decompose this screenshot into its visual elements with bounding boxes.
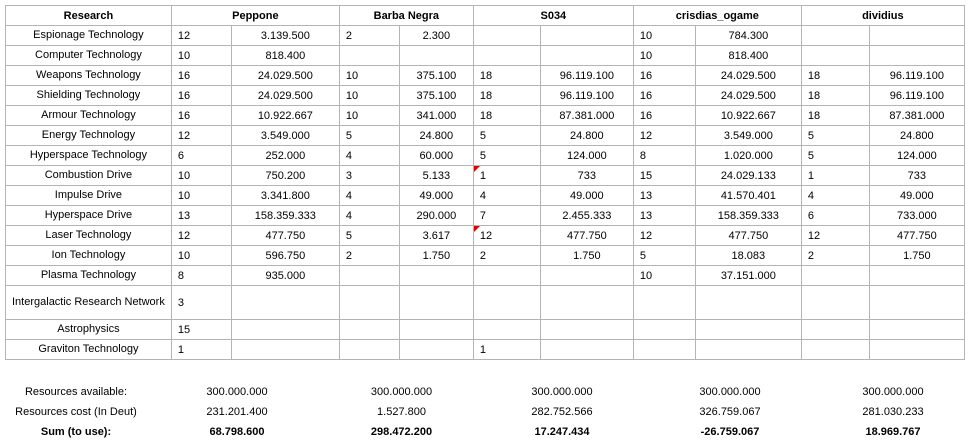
level-cell[interactable]: 13	[171, 206, 231, 226]
level-cell[interactable]	[633, 320, 695, 340]
level-cell[interactable]: 5	[339, 226, 399, 246]
cost-cell[interactable]	[399, 46, 473, 66]
cost-cell[interactable]: 158.359.333	[231, 206, 339, 226]
level-cell[interactable]: 3	[171, 286, 231, 320]
table-row	[6, 106, 965, 126]
level-cell[interactable]: 4	[339, 146, 399, 166]
summary-value[interactable]: 300.000.000	[206, 386, 268, 398]
research-name-cell[interactable]: Astrophysics	[6, 320, 172, 340]
cost-cell[interactable]: 3.341.800	[231, 186, 339, 206]
table-row	[6, 246, 965, 266]
cost-cell[interactable]	[231, 286, 339, 320]
header-player-barba-negra[interactable]: Barba Negra	[339, 6, 473, 26]
cost-cell[interactable]: 2.300	[399, 26, 473, 46]
level-cell[interactable]: 6	[171, 146, 231, 166]
cost-cell[interactable]: 24.800	[399, 126, 473, 146]
research-name-cell[interactable]: Intergalactic Research Network	[6, 286, 172, 320]
table-row	[6, 166, 965, 186]
level-cell[interactable]: 4	[473, 186, 540, 206]
research-name-cell[interactable]: Hyperspace Drive	[6, 206, 172, 226]
level-cell[interactable]: 13	[633, 206, 695, 226]
level-cell[interactable]	[339, 266, 399, 286]
summary-value[interactable]: 1.527.800	[377, 406, 426, 418]
header-player-dividius[interactable]: dividius	[801, 6, 964, 26]
level-cell[interactable]: 4	[339, 206, 399, 226]
cost-cell[interactable]: 87.381.000	[869, 106, 964, 126]
level-cell[interactable]	[473, 26, 540, 46]
cost-cell[interactable]	[869, 26, 964, 46]
level-cell[interactable]: 6	[801, 206, 869, 226]
research-name-cell[interactable]: Espionage Technology	[6, 26, 172, 46]
cost-cell[interactable]: 818.400	[231, 46, 339, 66]
level-cell[interactable]: 2	[339, 246, 399, 266]
summary-label[interactable]: Resources cost (In Deut)	[15, 406, 137, 418]
table-row	[6, 186, 965, 206]
level-cell[interactable]: 12	[633, 226, 695, 246]
cost-cell[interactable]: 733.000	[869, 206, 964, 226]
cost-cell[interactable]: 96.119.100	[540, 86, 633, 106]
cost-cell[interactable]	[540, 286, 633, 320]
level-cell[interactable]: 16	[633, 86, 695, 106]
cost-cell[interactable]: 1.750	[399, 246, 473, 266]
table-row	[6, 26, 965, 46]
cost-cell[interactable]: 3.549.000	[231, 126, 339, 146]
cost-cell[interactable]: 3.139.500	[231, 26, 339, 46]
level-cell[interactable]: 10	[339, 86, 399, 106]
level-cell[interactable]: 16	[633, 66, 695, 86]
level-cell[interactable]: 8	[171, 266, 231, 286]
table-row	[6, 266, 965, 286]
level-cell[interactable]: 12	[633, 126, 695, 146]
header-research[interactable]: Research	[6, 6, 172, 26]
summary-value[interactable]: 298.472.200	[370, 426, 433, 438]
cost-cell[interactable]: 5.133	[399, 166, 473, 186]
cost-cell[interactable]: 10.922.667	[695, 106, 801, 126]
level-cell[interactable]	[633, 340, 695, 360]
level-cell[interactable]	[473, 266, 540, 286]
cost-cell[interactable]: 477.750	[869, 226, 964, 246]
cost-cell[interactable]: 596.750	[231, 246, 339, 266]
summary-value[interactable]: 300.000.000	[862, 386, 924, 398]
cost-cell[interactable]: 477.750	[695, 226, 801, 246]
research-table	[5, 5, 965, 360]
cost-cell[interactable]: 2.455.333	[540, 206, 633, 226]
table-row	[6, 126, 965, 146]
cost-cell[interactable]: 1.750	[869, 246, 964, 266]
level-cell[interactable]: 10	[633, 266, 695, 286]
cost-cell[interactable]	[231, 340, 339, 360]
cost-cell[interactable]: 24.800	[869, 126, 964, 146]
cost-cell[interactable]: 124.000	[540, 146, 633, 166]
cost-cell[interactable]: 37.151.000	[695, 266, 801, 286]
level-cell[interactable]: 4	[801, 186, 869, 206]
summary-value[interactable]: 326.759.067	[699, 406, 761, 418]
level-cell[interactable]: 1	[171, 340, 231, 360]
cost-cell[interactable]: 784.300	[695, 26, 801, 46]
level-cell[interactable]: 5	[473, 146, 540, 166]
research-name-cell[interactable]: Energy Technology	[6, 126, 172, 146]
table-row	[6, 206, 965, 226]
header-player-crisdias[interactable]: crisdias_ogame	[633, 6, 801, 26]
summary-row	[5, 422, 974, 442]
cost-cell[interactable]	[231, 320, 339, 340]
level-cell[interactable]: 18	[473, 86, 540, 106]
level-cell[interactable]	[473, 320, 540, 340]
level-cell[interactable]: 5	[339, 126, 399, 146]
header-row	[6, 6, 965, 26]
cost-cell[interactable]	[695, 286, 801, 320]
cost-cell[interactable]: 252.000	[231, 146, 339, 166]
level-cell[interactable]: 10	[339, 66, 399, 86]
research-name-cell[interactable]: Hyperspace Technology	[6, 146, 172, 166]
cost-cell[interactable]	[540, 320, 633, 340]
level-cell[interactable]: 12	[171, 126, 231, 146]
summary-value[interactable]: 300.000.000	[531, 386, 593, 398]
cost-cell[interactable]: 96.119.100	[869, 86, 964, 106]
cost-cell[interactable]: 87.381.000	[540, 106, 633, 126]
cost-cell[interactable]: 477.750	[231, 226, 339, 246]
cost-cell[interactable]: 24.029.500	[695, 66, 801, 86]
cost-cell[interactable]: 24.800	[540, 126, 633, 146]
level-cell[interactable]: 16	[171, 106, 231, 126]
level-cell[interactable]: 10	[633, 26, 695, 46]
research-name-cell[interactable]: Ion Technology	[6, 246, 172, 266]
cost-cell[interactable]: 3.617	[399, 226, 473, 246]
level-cell[interactable]: 13	[633, 186, 695, 206]
cost-cell[interactable]	[695, 320, 801, 340]
cost-cell[interactable]: 935.000	[231, 266, 339, 286]
summary-label[interactable]: Resources available:	[24, 386, 128, 398]
level-cell[interactable]: 1	[473, 166, 540, 186]
cost-cell[interactable]: 733	[540, 166, 633, 186]
summary-row	[5, 402, 974, 422]
level-cell[interactable]: 12	[171, 226, 231, 246]
research-name-cell[interactable]: Computer Technology	[6, 46, 172, 66]
level-cell[interactable]: 5	[633, 246, 695, 266]
cost-cell[interactable]: 24.029.500	[695, 86, 801, 106]
cost-cell[interactable]	[869, 266, 964, 286]
level-cell[interactable]: 18	[473, 66, 540, 86]
level-cell[interactable]	[473, 46, 540, 66]
cost-cell[interactable]: 24.029.500	[231, 66, 339, 86]
cost-cell[interactable]	[540, 26, 633, 46]
cost-cell[interactable]: 49.000	[540, 186, 633, 206]
level-cell[interactable]	[339, 320, 399, 340]
level-cell[interactable]: 10	[171, 46, 231, 66]
cost-cell[interactable]: 290.000	[399, 206, 473, 226]
summary-value[interactable]: 68.798.600	[209, 426, 265, 438]
cost-cell[interactable]: 818.400	[695, 46, 801, 66]
cost-cell[interactable]: 733	[869, 166, 964, 186]
level-cell[interactable]: 15	[633, 166, 695, 186]
level-cell[interactable]: 1	[473, 340, 540, 360]
table-row	[6, 340, 965, 360]
research-name-cell[interactable]: Plasma Technology	[6, 266, 172, 286]
cost-cell[interactable]: 49.000	[869, 186, 964, 206]
research-rows	[6, 26, 965, 360]
level-cell[interactable]: 5	[473, 126, 540, 146]
summary-value[interactable]: 281.030.233	[862, 406, 924, 418]
summary-value[interactable]: 282.752.566	[531, 406, 593, 418]
level-cell[interactable]: 4	[339, 186, 399, 206]
table-row	[6, 320, 965, 340]
cost-cell[interactable]: 18.083	[695, 246, 801, 266]
cost-cell[interactable]: 49.000	[399, 186, 473, 206]
cost-cell[interactable]: 375.100	[399, 66, 473, 86]
research-name-cell[interactable]: Shielding Technology	[6, 86, 172, 106]
level-cell[interactable]	[339, 46, 399, 66]
level-cell[interactable]: 18	[473, 106, 540, 126]
level-cell[interactable]: 1	[801, 166, 869, 186]
cost-cell[interactable]	[869, 46, 964, 66]
cost-cell[interactable]: 477.750	[540, 226, 633, 246]
level-cell[interactable]	[801, 320, 869, 340]
cost-cell[interactable]: 41.570.401	[695, 186, 801, 206]
cost-cell[interactable]: 24.029.500	[231, 86, 339, 106]
level-cell[interactable]	[801, 340, 869, 360]
cost-cell[interactable]	[399, 286, 473, 320]
level-cell[interactable]: 12	[171, 26, 231, 46]
level-cell[interactable]	[473, 286, 540, 320]
cost-cell[interactable]: 341.000	[399, 106, 473, 126]
summary-row	[5, 382, 974, 402]
summary-value[interactable]: 300.000.000	[699, 386, 761, 398]
cost-cell[interactable]	[540, 266, 633, 286]
level-cell[interactable]: 5	[801, 146, 869, 166]
cost-cell[interactable]	[399, 340, 473, 360]
level-cell[interactable]: 2	[473, 246, 540, 266]
cost-cell[interactable]: 1.020.000	[695, 146, 801, 166]
summary-value[interactable]: -26.759.067	[700, 426, 760, 438]
cost-cell[interactable]	[869, 320, 964, 340]
level-cell[interactable]	[801, 46, 869, 66]
level-cell[interactable]: 2	[801, 246, 869, 266]
level-cell[interactable]: 18	[801, 86, 869, 106]
table-row	[6, 146, 965, 166]
level-cell[interactable]: 10	[633, 46, 695, 66]
level-cell[interactable]	[801, 266, 869, 286]
research-name-cell[interactable]: Armour Technology	[6, 106, 172, 126]
level-cell[interactable]: 10	[339, 106, 399, 126]
cost-cell[interactable]: 158.359.333	[695, 206, 801, 226]
level-cell[interactable]	[801, 286, 869, 320]
header-player-s034[interactable]: S034	[473, 6, 633, 26]
cost-cell[interactable]: 96.119.100	[869, 66, 964, 86]
level-cell[interactable]: 10	[171, 246, 231, 266]
table-row	[6, 86, 965, 106]
table-row	[6, 46, 965, 66]
level-cell[interactable]	[633, 286, 695, 320]
level-cell[interactable]: 18	[801, 106, 869, 126]
level-cell[interactable]: 2	[339, 26, 399, 46]
cost-cell[interactable]: 60.000	[399, 146, 473, 166]
summary-value[interactable]: 17.247.434	[534, 426, 590, 438]
cost-cell[interactable]: 3.549.000	[695, 126, 801, 146]
level-cell[interactable]	[801, 26, 869, 46]
cost-cell[interactable]: 10.922.667	[231, 106, 339, 126]
level-cell[interactable]	[339, 286, 399, 320]
cost-cell[interactable]	[869, 340, 964, 360]
table-row	[6, 226, 965, 246]
summary-label[interactable]: Sum (to use):	[40, 426, 112, 438]
summary-value[interactable]: 18.969.767	[865, 426, 921, 438]
level-cell[interactable]: 16	[633, 106, 695, 126]
cost-cell[interactable]: 124.000	[869, 146, 964, 166]
cost-cell[interactable]	[399, 266, 473, 286]
level-cell[interactable]: 12	[801, 226, 869, 246]
research-name-cell[interactable]: Weapons Technology	[6, 66, 172, 86]
level-cell[interactable]: 10	[171, 186, 231, 206]
summary-table	[5, 382, 974, 442]
header-player-peppone[interactable]: Peppone	[171, 6, 339, 26]
research-name-cell[interactable]: Combustion Drive	[6, 166, 172, 186]
research-name-cell[interactable]: Graviton Technology	[6, 340, 172, 360]
level-cell[interactable]: 16	[171, 86, 231, 106]
level-cell[interactable]: 18	[801, 66, 869, 86]
cost-cell[interactable]: 24.029.133	[695, 166, 801, 186]
cost-cell[interactable]: 750.200	[231, 166, 339, 186]
cost-cell[interactable]: 1.750	[540, 246, 633, 266]
level-cell[interactable]	[339, 340, 399, 360]
cost-cell[interactable]	[869, 286, 964, 320]
summary-value[interactable]: 300.000.000	[370, 386, 433, 398]
summary-rows	[5, 382, 974, 442]
level-cell[interactable]: 5	[801, 126, 869, 146]
research-name-cell[interactable]: Impulse Drive	[6, 186, 172, 206]
level-cell[interactable]: 10	[171, 166, 231, 186]
cost-cell[interactable]: 375.100	[399, 86, 473, 106]
level-cell[interactable]: 8	[633, 146, 695, 166]
level-cell[interactable]: 12	[473, 226, 540, 246]
cost-cell[interactable]	[540, 46, 633, 66]
level-cell[interactable]: 15	[171, 320, 231, 340]
cost-cell[interactable]	[540, 340, 633, 360]
level-cell[interactable]: 16	[171, 66, 231, 86]
level-cell[interactable]: 3	[339, 166, 399, 186]
summary-value[interactable]: 231.201.400	[206, 406, 268, 418]
cost-cell[interactable]	[695, 340, 801, 360]
level-cell[interactable]: 7	[473, 206, 540, 226]
table-row	[6, 286, 965, 320]
table-row	[6, 66, 965, 86]
cost-cell[interactable]	[399, 320, 473, 340]
cost-cell[interactable]: 96.119.100	[540, 66, 633, 86]
research-name-cell[interactable]: Laser Technology	[6, 226, 172, 246]
